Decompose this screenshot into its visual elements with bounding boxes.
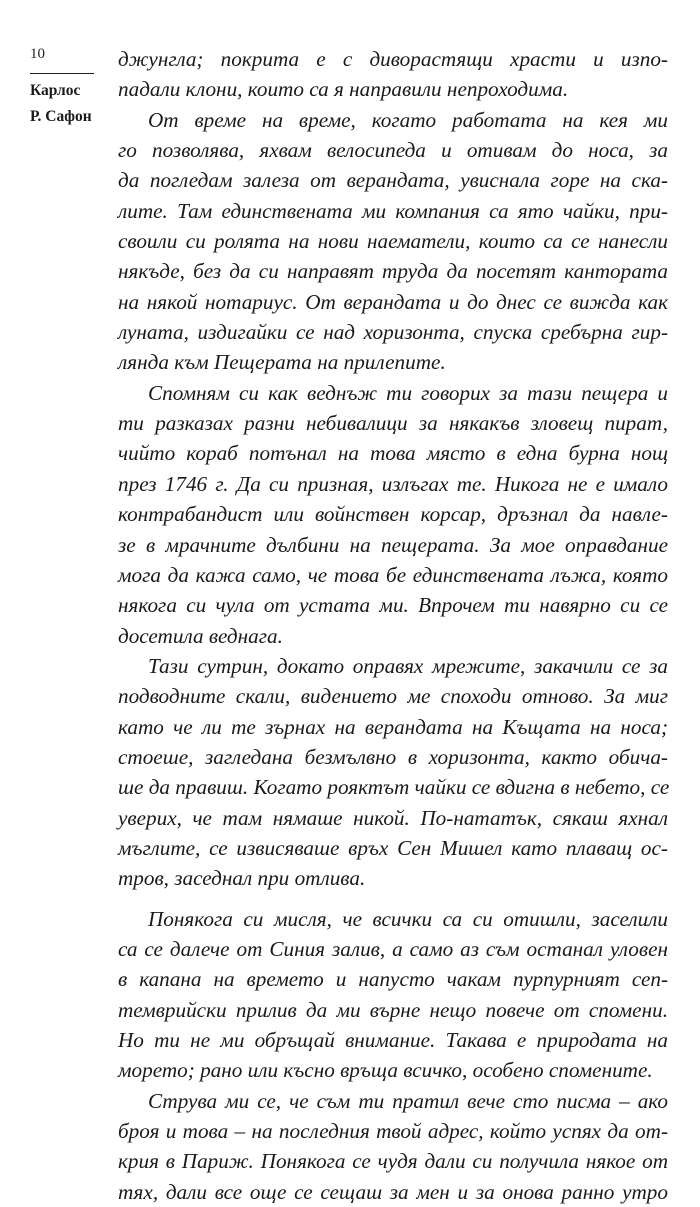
text-line: уверих, че там нямаше никой. По-нататък, сякаш яхнал [118,805,668,830]
running-head-line-1: Карлос [30,82,81,99]
text-line: броя и това – на последния твой адрес, който успях да от- [118,1119,668,1144]
text-line: Тази сутрин, докато оправях мрежите, закачили се за [148,653,668,678]
text-line: ти разказах разни небивалици за някакъв зловещ пират, [118,411,668,436]
text-line: през 1746 г. Да си призная, излъгах те. Никога не е имало [118,471,668,496]
text-line: тров, заседнал при отлива. [118,866,366,891]
text-line: го позволява, яхвам велосипеда и отивам до носа, за [118,138,668,163]
text-line: като че ли те зърнах на верандата на Къщата на носа; [118,714,668,739]
text-line: стоеше, загледана безмълвно в хоризонта, както обича- [118,744,668,769]
body-text [118,44,668,1207]
page-number: 10 [30,46,45,62]
text-line: зе в мрачните дълбини на пещерата. За мое оправдание [118,532,668,557]
text-line: някога си чула от устата ми. Впрочем ти навярно си се [118,593,668,618]
running-head-line-2: Р. Сафон [30,108,92,125]
text-line: Струва ми се, че съм ти пратил вече сто писма – ако [148,1088,668,1113]
text-line: своили си ролята на нови наематели, които са се нанесли [118,229,668,254]
text-line: ше да правиш. Когато рояктът чайки се вдигна в небето, се [118,775,670,800]
running-head-rule [30,73,94,74]
running-head-author [30,78,112,130]
text-line: да погледам залеза от верандата, увиснала горе на ска- [118,168,668,193]
text-line: темврийски прилив да ми върне нещо повече от спомени. [118,997,668,1022]
text-line: джунгла; покрита е с диворастящи храсти и изпо- [118,47,668,71]
text-line: Но ти не ми обръщай внимание. Такава е природата на [118,1028,668,1052]
text-line: мога да кажа само, че това бе единствената лъжа, която [118,562,668,587]
text-line: луната, издигайки се над хоризонта, спуска сребърна гир- [118,320,668,345]
text-line: в капана на времето и напусто чакам пурпурният сеп- [118,967,668,992]
text-line: контрабандист или войнствен корсар, дръзнал да навле- [118,502,668,527]
text-line: Понякога си мисля, че всички са си отишли, заселили [148,906,668,931]
text-line: От време на време, когато работата на кея ми [148,107,668,132]
text-line: мъглите, се извисяваше връх Сен Мишел като плаващ ос- [118,835,668,860]
text-line: лянда към Пещерата на прилепите. [118,350,446,375]
text-line: чийто кораб потънал на това място в една бурна нощ [118,441,668,466]
text-line: крия в Париж. Понякога се чудя дали си получила някое от [118,1149,668,1174]
text-line: лите. Там единствената ми компания са ято чайки, при- [118,198,668,223]
text-line: падали клони, които са я направили непроходима. [118,77,569,102]
text-line: някъде, без да си направят труда да посетят кантората [118,259,668,284]
text-line: са се далече от Синия залив, а само аз съм останал уловен [118,936,668,961]
text-line: тях, дали все още се сещаш за мен и за онова ранно утро [118,1179,668,1204]
text-line: на някой нотариус. От верандата и до днес се вижда как [118,289,668,314]
text-line: Спомням си как веднъж ти говорих за тази пещера и [148,380,668,405]
paragraph-gap [118,894,668,904]
text-line: досетила веднага. [118,623,283,648]
text-line: подводните скали, видението ме споходи отново. За миг [118,684,668,709]
text-line: морето; рано или късно връща всичко, особено спомените. [118,1058,653,1083]
